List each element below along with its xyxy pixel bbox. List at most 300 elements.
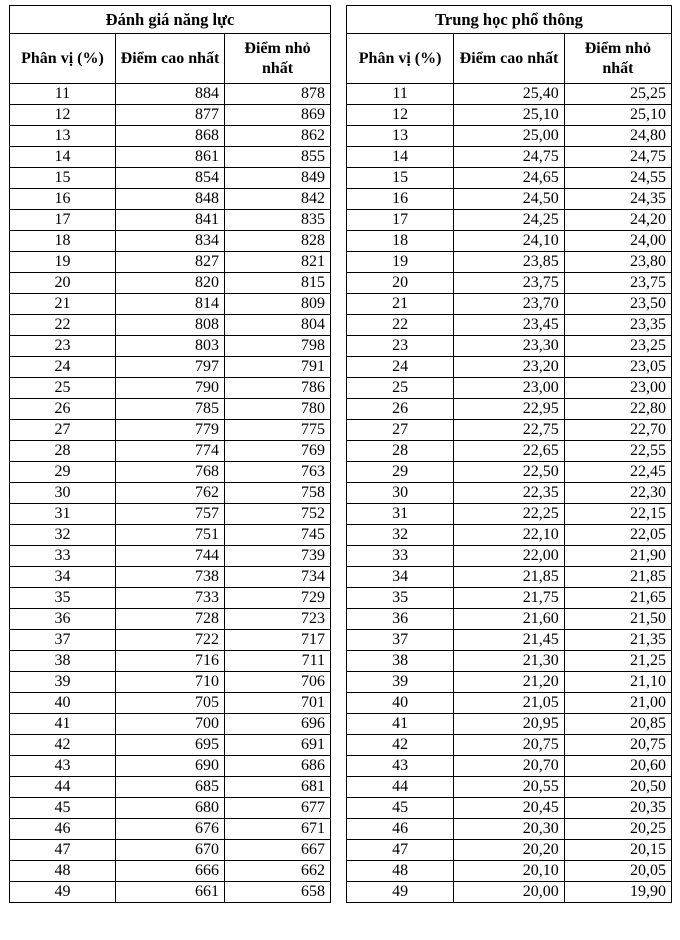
percentile-cell: 19 bbox=[347, 252, 454, 273]
percentile-cell: 42 bbox=[10, 735, 116, 756]
max-score-cell: 21,05 bbox=[454, 693, 565, 714]
max-score-cell: 20,30 bbox=[454, 819, 565, 840]
min-score-cell: 791 bbox=[225, 357, 331, 378]
max-score-cell: 797 bbox=[115, 357, 224, 378]
table-row bbox=[10, 147, 331, 168]
max-score-cell: 722 bbox=[115, 630, 224, 651]
max-score-cell: 21,30 bbox=[454, 651, 565, 672]
min-score-cell: 723 bbox=[225, 609, 331, 630]
table-row bbox=[10, 273, 331, 294]
percentile-cell: 38 bbox=[347, 651, 454, 672]
max-score-cell: 21,75 bbox=[454, 588, 565, 609]
aptitude-score-table bbox=[9, 5, 331, 903]
percentile-cell: 45 bbox=[347, 798, 454, 819]
table-row bbox=[347, 609, 672, 630]
min-score-cell: 769 bbox=[225, 441, 331, 462]
min-score-cell: 20,85 bbox=[564, 714, 671, 735]
percentile-cell: 22 bbox=[10, 315, 116, 336]
table-row bbox=[10, 609, 331, 630]
min-score-cell: 696 bbox=[225, 714, 331, 735]
max-score-cell: 768 bbox=[115, 462, 224, 483]
min-score-cell: 763 bbox=[225, 462, 331, 483]
max-score-cell: 23,75 bbox=[454, 273, 565, 294]
max-score-cell: 22,00 bbox=[454, 546, 565, 567]
max-score-cell: 22,10 bbox=[454, 525, 565, 546]
min-score-cell: 21,90 bbox=[564, 546, 671, 567]
percentile-cell: 26 bbox=[347, 399, 454, 420]
table-row bbox=[10, 315, 331, 336]
min-score-cell: 729 bbox=[225, 588, 331, 609]
max-score-cell: 841 bbox=[115, 210, 224, 231]
percentile-cell: 44 bbox=[10, 777, 116, 798]
percentile-cell: 34 bbox=[347, 567, 454, 588]
max-score-cell: 733 bbox=[115, 588, 224, 609]
min-score-cell: 745 bbox=[225, 525, 331, 546]
max-score-cell: 20,10 bbox=[454, 861, 565, 882]
percentile-cell: 25 bbox=[347, 378, 454, 399]
min-score-cell: 842 bbox=[225, 189, 331, 210]
percentile-cell: 44 bbox=[347, 777, 454, 798]
percentile-cell: 46 bbox=[10, 819, 116, 840]
percentile-cell: 35 bbox=[10, 588, 116, 609]
table-row bbox=[10, 714, 331, 735]
min-score-cell: 24,00 bbox=[564, 231, 671, 252]
min-score-cell: 21,25 bbox=[564, 651, 671, 672]
percentile-cell: 21 bbox=[10, 294, 116, 315]
percentile-cell: 20 bbox=[347, 273, 454, 294]
table-row bbox=[347, 882, 672, 903]
table-row bbox=[347, 735, 672, 756]
min-score-cell: 667 bbox=[225, 840, 331, 861]
max-score-cell: 661 bbox=[115, 882, 224, 903]
percentile-cell: 29 bbox=[10, 462, 116, 483]
min-score-cell: 681 bbox=[225, 777, 331, 798]
max-score-cell: 24,75 bbox=[454, 147, 565, 168]
min-score-cell: 691 bbox=[225, 735, 331, 756]
table-row bbox=[10, 630, 331, 651]
min-score-cell: 828 bbox=[225, 231, 331, 252]
high-school-score-table bbox=[346, 5, 672, 903]
min-score-cell: 804 bbox=[225, 315, 331, 336]
percentile-cell: 24 bbox=[10, 357, 116, 378]
max-score-cell: 21,20 bbox=[454, 672, 565, 693]
column-header-max-score: Điểm cao nhất bbox=[454, 34, 565, 84]
min-score-cell: 809 bbox=[225, 294, 331, 315]
table-row bbox=[347, 84, 672, 105]
table-row bbox=[10, 84, 331, 105]
table-row bbox=[347, 462, 672, 483]
max-score-cell: 820 bbox=[115, 273, 224, 294]
max-score-cell: 690 bbox=[115, 756, 224, 777]
percentile-cell: 35 bbox=[347, 588, 454, 609]
max-score-cell: 685 bbox=[115, 777, 224, 798]
percentile-cell: 17 bbox=[10, 210, 116, 231]
percentile-cell: 15 bbox=[10, 168, 116, 189]
max-score-cell: 877 bbox=[115, 105, 224, 126]
max-score-cell: 884 bbox=[115, 84, 224, 105]
table-row bbox=[347, 777, 672, 798]
table-row bbox=[347, 189, 672, 210]
percentile-cell: 22 bbox=[347, 315, 454, 336]
table-row bbox=[347, 756, 672, 777]
table-row bbox=[347, 672, 672, 693]
max-score-cell: 700 bbox=[115, 714, 224, 735]
percentile-cell: 11 bbox=[10, 84, 116, 105]
percentile-cell: 41 bbox=[347, 714, 454, 735]
max-score-cell: 21,60 bbox=[454, 609, 565, 630]
min-score-cell: 20,50 bbox=[564, 777, 671, 798]
max-score-cell: 20,00 bbox=[454, 882, 565, 903]
percentile-cell: 42 bbox=[347, 735, 454, 756]
max-score-cell: 803 bbox=[115, 336, 224, 357]
percentile-cell: 16 bbox=[10, 189, 116, 210]
min-score-cell: 20,35 bbox=[564, 798, 671, 819]
max-score-cell: 20,55 bbox=[454, 777, 565, 798]
max-score-cell: 670 bbox=[115, 840, 224, 861]
min-score-cell: 22,15 bbox=[564, 504, 671, 525]
min-score-cell: 22,70 bbox=[564, 420, 671, 441]
max-score-cell: 814 bbox=[115, 294, 224, 315]
max-score-cell: 705 bbox=[115, 693, 224, 714]
min-score-cell: 775 bbox=[225, 420, 331, 441]
min-score-cell: 739 bbox=[225, 546, 331, 567]
min-score-cell: 23,00 bbox=[564, 378, 671, 399]
min-score-cell: 780 bbox=[225, 399, 331, 420]
max-score-cell: 785 bbox=[115, 399, 224, 420]
percentile-cell: 27 bbox=[347, 420, 454, 441]
min-score-cell: 758 bbox=[225, 483, 331, 504]
percentile-cell: 39 bbox=[347, 672, 454, 693]
min-score-cell: 22,05 bbox=[564, 525, 671, 546]
table-row bbox=[10, 651, 331, 672]
max-score-cell: 20,70 bbox=[454, 756, 565, 777]
min-score-cell: 23,35 bbox=[564, 315, 671, 336]
min-score-cell: 821 bbox=[225, 252, 331, 273]
min-score-cell: 22,45 bbox=[564, 462, 671, 483]
table-row bbox=[10, 693, 331, 714]
table-row bbox=[10, 399, 331, 420]
percentile-cell: 39 bbox=[10, 672, 116, 693]
min-score-cell: 24,75 bbox=[564, 147, 671, 168]
max-score-cell: 23,70 bbox=[454, 294, 565, 315]
table-row bbox=[347, 525, 672, 546]
percentile-cell: 14 bbox=[347, 147, 454, 168]
table-row bbox=[347, 357, 672, 378]
max-score-cell: 22,75 bbox=[454, 420, 565, 441]
max-score-cell: 762 bbox=[115, 483, 224, 504]
min-score-cell: 686 bbox=[225, 756, 331, 777]
min-score-cell: 22,55 bbox=[564, 441, 671, 462]
percentile-cell: 43 bbox=[347, 756, 454, 777]
max-score-cell: 738 bbox=[115, 567, 224, 588]
percentile-cell: 30 bbox=[347, 483, 454, 504]
percentile-cell: 31 bbox=[347, 504, 454, 525]
max-score-cell: 868 bbox=[115, 126, 224, 147]
percentile-cell: 17 bbox=[347, 210, 454, 231]
max-score-cell: 751 bbox=[115, 525, 224, 546]
min-score-cell: 798 bbox=[225, 336, 331, 357]
table-row bbox=[10, 672, 331, 693]
table-row bbox=[347, 819, 672, 840]
percentile-cell: 14 bbox=[10, 147, 116, 168]
min-score-cell: 25,10 bbox=[564, 105, 671, 126]
min-score-cell: 20,15 bbox=[564, 840, 671, 861]
max-score-cell: 827 bbox=[115, 252, 224, 273]
min-score-cell: 23,75 bbox=[564, 273, 671, 294]
table-row bbox=[347, 630, 672, 651]
percentile-cell: 41 bbox=[10, 714, 116, 735]
percentile-cell: 40 bbox=[347, 693, 454, 714]
min-score-cell: 22,80 bbox=[564, 399, 671, 420]
min-score-cell: 752 bbox=[225, 504, 331, 525]
min-score-cell: 849 bbox=[225, 168, 331, 189]
min-score-cell: 24,55 bbox=[564, 168, 671, 189]
percentile-cell: 15 bbox=[347, 168, 454, 189]
min-score-cell: 21,10 bbox=[564, 672, 671, 693]
percentile-cell: 33 bbox=[10, 546, 116, 567]
max-score-cell: 23,00 bbox=[454, 378, 565, 399]
table-row bbox=[10, 357, 331, 378]
percentile-cell: 28 bbox=[10, 441, 116, 462]
table-row bbox=[10, 378, 331, 399]
min-score-cell: 24,20 bbox=[564, 210, 671, 231]
table-row bbox=[10, 525, 331, 546]
table-row bbox=[10, 189, 331, 210]
max-score-cell: 25,00 bbox=[454, 126, 565, 147]
table-row bbox=[10, 798, 331, 819]
table-row bbox=[347, 861, 672, 882]
table-row bbox=[347, 105, 672, 126]
percentile-cell: 18 bbox=[347, 231, 454, 252]
min-score-cell: 701 bbox=[225, 693, 331, 714]
percentile-cell: 23 bbox=[347, 336, 454, 357]
percentile-cell: 27 bbox=[10, 420, 116, 441]
percentile-cell: 18 bbox=[10, 231, 116, 252]
table-row bbox=[347, 714, 672, 735]
percentile-cell: 19 bbox=[10, 252, 116, 273]
max-score-cell: 24,65 bbox=[454, 168, 565, 189]
max-score-cell: 757 bbox=[115, 504, 224, 525]
percentile-cell: 46 bbox=[347, 819, 454, 840]
percentile-cell: 26 bbox=[10, 399, 116, 420]
percentile-cell: 43 bbox=[10, 756, 116, 777]
table-row bbox=[347, 273, 672, 294]
table-row bbox=[347, 231, 672, 252]
percentile-cell: 33 bbox=[347, 546, 454, 567]
max-score-cell: 22,95 bbox=[454, 399, 565, 420]
min-score-cell: 717 bbox=[225, 630, 331, 651]
max-score-cell: 790 bbox=[115, 378, 224, 399]
min-score-cell: 21,65 bbox=[564, 588, 671, 609]
table-row bbox=[10, 336, 331, 357]
percentile-cell: 12 bbox=[10, 105, 116, 126]
max-score-cell: 848 bbox=[115, 189, 224, 210]
percentile-cell: 13 bbox=[347, 126, 454, 147]
percentile-cell: 20 bbox=[10, 273, 116, 294]
percentile-cell: 28 bbox=[347, 441, 454, 462]
min-score-cell: 24,80 bbox=[564, 126, 671, 147]
min-score-cell: 23,25 bbox=[564, 336, 671, 357]
percentile-cell: 32 bbox=[347, 525, 454, 546]
min-score-cell: 658 bbox=[225, 882, 331, 903]
table-row bbox=[10, 588, 331, 609]
percentile-cell: 12 bbox=[347, 105, 454, 126]
min-score-cell: 21,50 bbox=[564, 609, 671, 630]
percentile-cell: 47 bbox=[347, 840, 454, 861]
max-score-cell: 20,75 bbox=[454, 735, 565, 756]
max-score-cell: 25,10 bbox=[454, 105, 565, 126]
table-row bbox=[10, 420, 331, 441]
table-row bbox=[347, 168, 672, 189]
table-row bbox=[10, 483, 331, 504]
max-score-cell: 854 bbox=[115, 168, 224, 189]
table-row bbox=[347, 567, 672, 588]
percentile-cell: 37 bbox=[10, 630, 116, 651]
percentile-cell: 38 bbox=[10, 651, 116, 672]
max-score-cell: 24,50 bbox=[454, 189, 565, 210]
table-row bbox=[10, 504, 331, 525]
column-header-min-score: Điểm nhỏ nhất bbox=[564, 34, 671, 84]
table-row bbox=[347, 546, 672, 567]
max-score-cell: 20,45 bbox=[454, 798, 565, 819]
percentile-cell: 25 bbox=[10, 378, 116, 399]
percentile-cell: 30 bbox=[10, 483, 116, 504]
max-score-cell: 728 bbox=[115, 609, 224, 630]
percentile-cell: 32 bbox=[10, 525, 116, 546]
max-score-cell: 22,50 bbox=[454, 462, 565, 483]
max-score-cell: 23,20 bbox=[454, 357, 565, 378]
table-row bbox=[10, 231, 331, 252]
max-score-cell: 25,40 bbox=[454, 84, 565, 105]
percentile-cell: 36 bbox=[347, 609, 454, 630]
percentile-cell: 36 bbox=[10, 609, 116, 630]
table-row bbox=[347, 126, 672, 147]
min-score-cell: 878 bbox=[225, 84, 331, 105]
table-title: Đánh giá năng lực bbox=[10, 6, 331, 34]
max-score-cell: 20,20 bbox=[454, 840, 565, 861]
table-row bbox=[347, 294, 672, 315]
min-score-cell: 671 bbox=[225, 819, 331, 840]
max-score-cell: 22,65 bbox=[454, 441, 565, 462]
table-title: Trung học phổ thông bbox=[347, 6, 672, 34]
percentile-cell: 49 bbox=[347, 882, 454, 903]
percentile-cell: 13 bbox=[10, 126, 116, 147]
min-score-cell: 21,00 bbox=[564, 693, 671, 714]
table-row bbox=[347, 252, 672, 273]
percentile-cell: 48 bbox=[347, 861, 454, 882]
table-row bbox=[10, 252, 331, 273]
max-score-cell: 695 bbox=[115, 735, 224, 756]
percentile-cell: 45 bbox=[10, 798, 116, 819]
min-score-cell: 862 bbox=[225, 126, 331, 147]
min-score-cell: 23,50 bbox=[564, 294, 671, 315]
table-row bbox=[10, 567, 331, 588]
table-row bbox=[10, 861, 331, 882]
min-score-cell: 786 bbox=[225, 378, 331, 399]
percentile-cell: 21 bbox=[347, 294, 454, 315]
table-row bbox=[347, 798, 672, 819]
min-score-cell: 22,30 bbox=[564, 483, 671, 504]
table-row bbox=[10, 105, 331, 126]
percentile-cell: 47 bbox=[10, 840, 116, 861]
table-row bbox=[347, 420, 672, 441]
table-row bbox=[10, 546, 331, 567]
min-score-cell: 23,80 bbox=[564, 252, 671, 273]
max-score-cell: 22,25 bbox=[454, 504, 565, 525]
max-score-cell: 21,85 bbox=[454, 567, 565, 588]
table-row bbox=[347, 441, 672, 462]
max-score-cell: 744 bbox=[115, 546, 224, 567]
max-score-cell: 23,30 bbox=[454, 336, 565, 357]
max-score-cell: 20,95 bbox=[454, 714, 565, 735]
table-row bbox=[347, 588, 672, 609]
min-score-cell: 19,90 bbox=[564, 882, 671, 903]
table-row bbox=[10, 756, 331, 777]
column-header-min-score: Điểm nhỏ nhất bbox=[225, 34, 331, 84]
table-row bbox=[347, 336, 672, 357]
min-score-cell: 869 bbox=[225, 105, 331, 126]
table-row bbox=[347, 651, 672, 672]
max-score-cell: 779 bbox=[115, 420, 224, 441]
table-row bbox=[10, 441, 331, 462]
max-score-cell: 666 bbox=[115, 861, 224, 882]
percentile-cell: 40 bbox=[10, 693, 116, 714]
percentile-cell: 23 bbox=[10, 336, 116, 357]
percentile-cell: 49 bbox=[10, 882, 116, 903]
max-score-cell: 716 bbox=[115, 651, 224, 672]
table-row bbox=[347, 693, 672, 714]
table-row bbox=[347, 147, 672, 168]
table-row bbox=[347, 315, 672, 336]
percentile-cell: 24 bbox=[347, 357, 454, 378]
max-score-cell: 24,25 bbox=[454, 210, 565, 231]
min-score-cell: 25,25 bbox=[564, 84, 671, 105]
percentile-cell: 11 bbox=[347, 84, 454, 105]
column-header-max-score: Điểm cao nhất bbox=[115, 34, 224, 84]
percentile-cell: 37 bbox=[347, 630, 454, 651]
max-score-cell: 774 bbox=[115, 441, 224, 462]
table-row bbox=[10, 882, 331, 903]
max-score-cell: 676 bbox=[115, 819, 224, 840]
percentile-cell: 48 bbox=[10, 861, 116, 882]
max-score-cell: 861 bbox=[115, 147, 224, 168]
max-score-cell: 21,45 bbox=[454, 630, 565, 651]
column-header-percentile: Phân vị (%) bbox=[10, 34, 116, 84]
min-score-cell: 662 bbox=[225, 861, 331, 882]
table-row bbox=[10, 819, 331, 840]
max-score-cell: 808 bbox=[115, 315, 224, 336]
min-score-cell: 21,35 bbox=[564, 630, 671, 651]
min-score-cell: 706 bbox=[225, 672, 331, 693]
table-row bbox=[347, 399, 672, 420]
table-row bbox=[347, 483, 672, 504]
min-score-cell: 20,05 bbox=[564, 861, 671, 882]
max-score-cell: 23,85 bbox=[454, 252, 565, 273]
min-score-cell: 20,60 bbox=[564, 756, 671, 777]
table-row bbox=[10, 840, 331, 861]
column-header-percentile: Phân vị (%) bbox=[347, 34, 454, 84]
table-row bbox=[347, 504, 672, 525]
min-score-cell: 24,35 bbox=[564, 189, 671, 210]
table-row bbox=[10, 294, 331, 315]
max-score-cell: 710 bbox=[115, 672, 224, 693]
min-score-cell: 711 bbox=[225, 651, 331, 672]
table-row bbox=[10, 168, 331, 189]
min-score-cell: 20,75 bbox=[564, 735, 671, 756]
table-row bbox=[10, 735, 331, 756]
table-row bbox=[10, 462, 331, 483]
max-score-cell: 23,45 bbox=[454, 315, 565, 336]
